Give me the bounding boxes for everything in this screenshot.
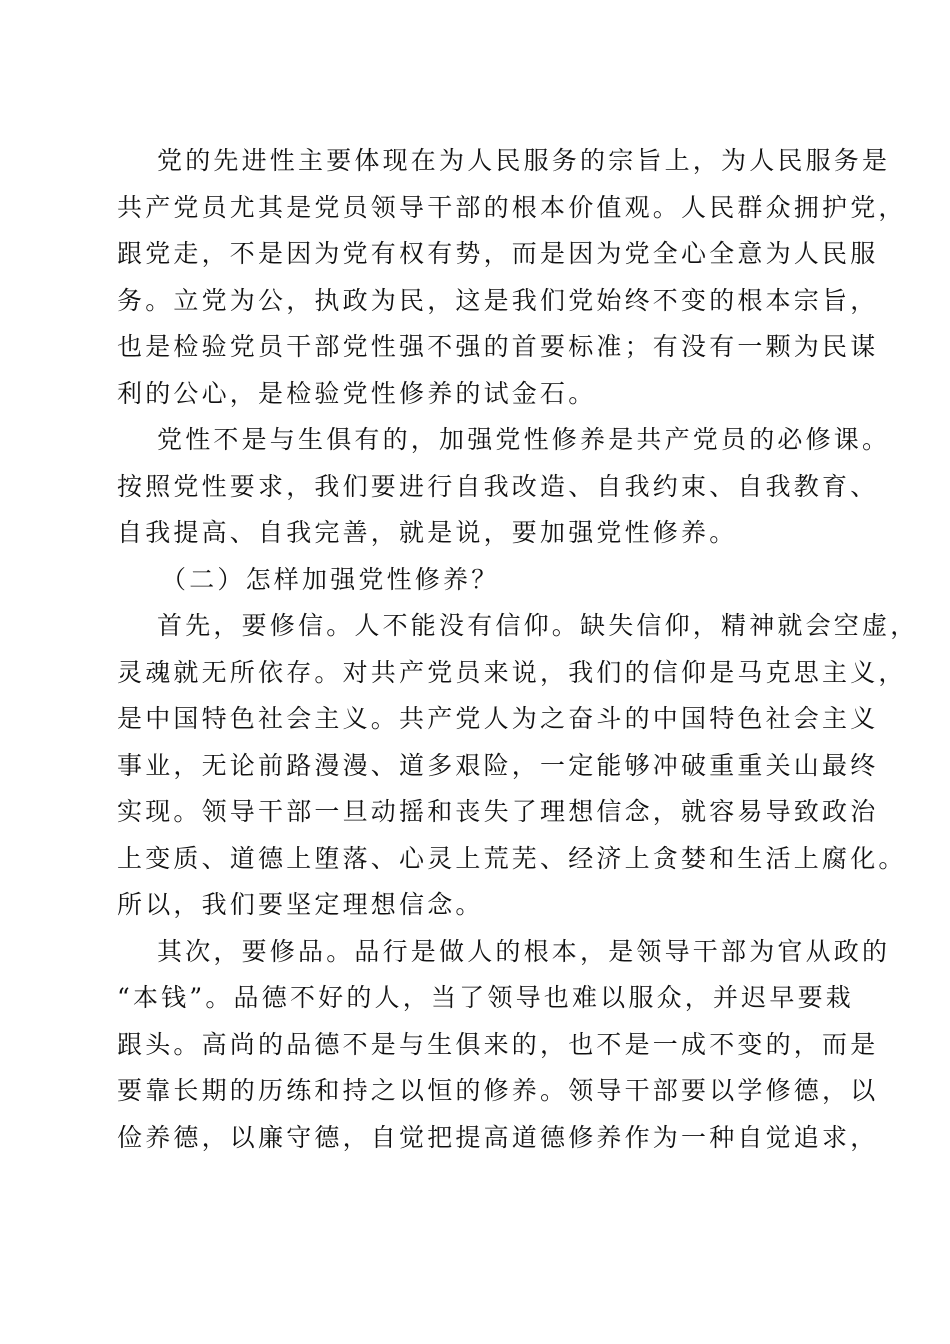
- paragraph-1-line-3: 跟党走，不是因为党有权有势，而是因为党全心全意为人民服: [117, 239, 879, 268]
- paragraph-1-line-5: 也是检验党员干部党性强不强的首要标准；有没有一颗为民谋: [117, 332, 879, 361]
- paragraph-1-line-6: 利的公心，是检验党性修养的试金石。: [117, 378, 597, 408]
- paragraph-3-line-3: 是中国特色社会主义。共产党人为之奋斗的中国特色社会主义: [117, 704, 879, 733]
- paragraph-1-line-1: 党的先进性主要体现在为人民服务的宗旨上，为人民服务是: [157, 146, 891, 175]
- paragraph-3-line-4: 事业，无论前路漫漫、道多艰险，一定能够冲破重重关山最终: [117, 750, 879, 780]
- paragraph-4-line-4: 要靠长期的历练和持之以恒的修养。领导干部要以学修德，以: [117, 1076, 879, 1105]
- paragraph-2-line-3: 自我提高、自我完善，就是说，要加强党性修养。: [117, 518, 738, 547]
- paragraph-1-line-2: 共产党员尤其是党员领导干部的根本价值观。人民群众拥护党，: [117, 192, 907, 222]
- paragraph-4-line-2: “本钱”。品德不好的人，当了领导也难以服众，并迟早要栽: [117, 983, 854, 1012]
- paragraph-3-line-2: 灵魂就无所依存。对共产党员来说，我们的信仰是马克思主义，: [117, 657, 907, 687]
- paragraph-2-line-2: 按照党性要求，我们要进行自我改造、自我约束、自我教育、: [117, 471, 879, 501]
- paragraph-3-line-6: 上变质、道德上堕落、心灵上荒芜、经济上贪婪和生活上腐化。: [117, 843, 907, 873]
- paragraph-2-line-1: 党性不是与生俱有的，加强党性修养是共产党员的必修课。: [157, 425, 891, 454]
- document-body: [117, 138, 919, 1161]
- paragraph-4-line-3: 跟头。高尚的品德不是与生俱来的，也不是一成不变的，而是: [117, 1029, 879, 1059]
- paragraph-4-line-1: 其次，要修品。品行是做人的根本，是领导干部为官从政的: [157, 936, 891, 966]
- section-heading: （二）怎样加强党性修养？: [161, 564, 500, 594]
- paragraph-3-line-1: 首先，要修信。人不能没有信仰。缺失信仰，精神就会空虚，: [157, 611, 919, 640]
- paragraph-3-line-5: 实现。领导干部一旦动摇和丧失了理想信念，就容易导致政治: [117, 797, 879, 826]
- paragraph-3-line-7: 所以，我们要坚定理想信念。: [117, 890, 484, 919]
- paragraph-1-line-4: 务。立党为公，执政为民，这是我们党始终不变的根本宗旨，: [117, 285, 879, 315]
- paragraph-4-line-5: 俭养德，以廉守德，自觉把提高道德修养作为一种自觉追求，: [117, 1122, 879, 1152]
